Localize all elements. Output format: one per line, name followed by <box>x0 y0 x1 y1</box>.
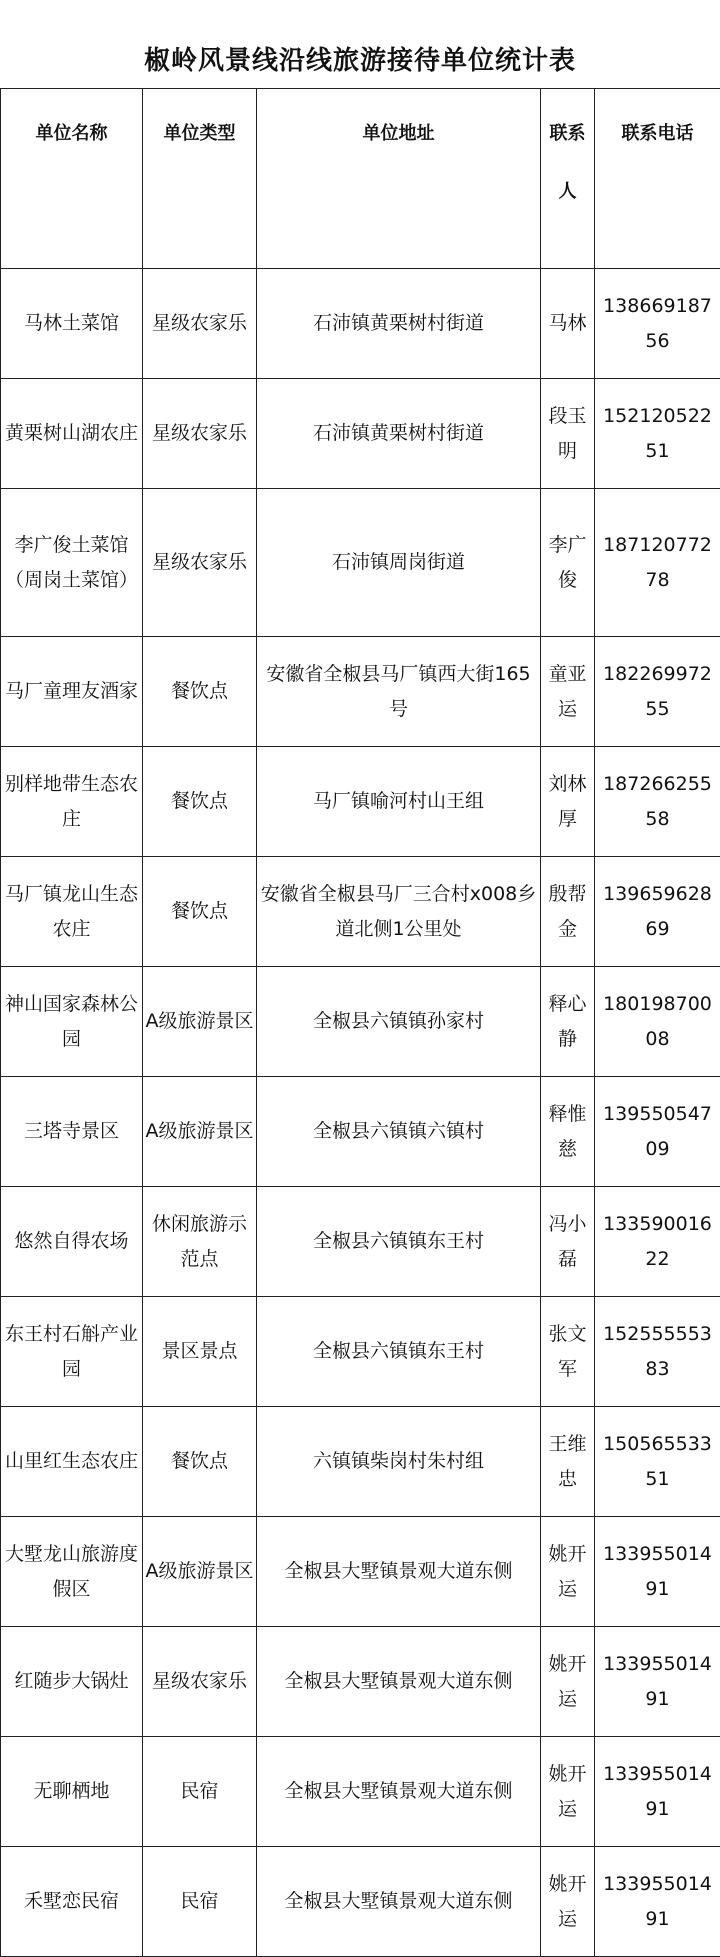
unit-address-cell: 石沛镇黄栗树村街道 <box>257 379 541 489</box>
header-unit-type: 单位类型 <box>143 89 257 269</box>
table-row <box>1 1517 720 1627</box>
unit-address-cell: 安徽省全椒县马厂镇西大街165号 <box>257 637 541 747</box>
contact-person-cell: 殷帮金 <box>541 857 595 967</box>
unit-type-cell: A级旅游景区 <box>143 967 257 1077</box>
unit-address-cell: 全椒县大墅镇景观大道东侧 <box>257 1847 541 1957</box>
contact-person-cell: 姚开运 <box>541 1627 595 1737</box>
contact-phone-cell: 133955014 91 <box>595 1627 720 1737</box>
unit-name-cell: 无聊栖地 <box>1 1737 143 1847</box>
unit-name-cell: 马厂童理友酒家 <box>1 637 143 747</box>
unit-address-cell: 全椒县六镇镇东王村 <box>257 1297 541 1407</box>
unit-type-cell: 星级农家乐 <box>143 379 257 489</box>
contact-phone-cell: 133955014 91 <box>595 1517 720 1627</box>
unit-name-cell: 东王村石斛产业园 <box>1 1297 143 1407</box>
header-unit-name: 单位名称 <box>1 89 143 269</box>
contact-phone-cell: 187120772 78 <box>595 489 720 637</box>
unit-address-cell: 安徽省全椒县马厂三合村x008乡道北侧1公里处 <box>257 857 541 967</box>
contact-person-cell: 王维忠 <box>541 1407 595 1517</box>
contact-phone-cell: 133955014 91 <box>595 1847 720 1957</box>
unit-address-cell: 全椒县六镇镇孙家村 <box>257 967 541 1077</box>
unit-address-cell: 全椒县六镇镇六镇村 <box>257 1077 541 1187</box>
unit-type-cell: 星级农家乐 <box>143 1627 257 1737</box>
unit-address-cell: 全椒县大墅镇景观大道东侧 <box>257 1627 541 1737</box>
contact-person-cell: 刘林厚 <box>541 747 595 857</box>
unit-address-cell: 石沛镇周岗街道 <box>257 489 541 637</box>
unit-name-cell: 别样地带生态农庄 <box>1 747 143 857</box>
table-header-row <box>1 89 720 269</box>
table-row <box>1 1737 720 1847</box>
table-row <box>1 747 720 857</box>
table-row <box>1 637 720 747</box>
contact-person-cell: 释惟慈 <box>541 1077 595 1187</box>
unit-name-cell: 马林土菜馆 <box>1 269 143 379</box>
unit-type-cell: 星级农家乐 <box>143 269 257 379</box>
contact-phone-cell: 133590016 22 <box>595 1187 720 1297</box>
unit-address-cell: 六镇镇柴岗村朱村组 <box>257 1407 541 1517</box>
table-row <box>1 379 720 489</box>
table-row <box>1 1187 720 1297</box>
unit-name-cell: 神山国家森林公园 <box>1 967 143 1077</box>
table-row <box>1 1847 720 1957</box>
unit-name-cell: 马厂镇龙山生态农庄 <box>1 857 143 967</box>
contact-phone-cell: 152120522 51 <box>595 379 720 489</box>
contact-phone-cell: 152555553 83 <box>595 1297 720 1407</box>
contact-person-cell: 冯小磊 <box>541 1187 595 1297</box>
table-row <box>1 857 720 967</box>
contact-phone-cell: 182269972 55 <box>595 637 720 747</box>
unit-type-cell: 民宿 <box>143 1737 257 1847</box>
unit-name-cell: 三塔寺景区 <box>1 1077 143 1187</box>
unit-type-cell: 星级农家乐 <box>143 489 257 637</box>
contact-phone-cell: 133955014 91 <box>595 1737 720 1847</box>
table-row <box>1 1627 720 1737</box>
unit-type-cell: A级旅游景区 <box>143 1517 257 1627</box>
table-row <box>1 1297 720 1407</box>
header-unit-address: 单位地址 <box>257 89 541 269</box>
unit-name-cell: 禾墅恋民宿 <box>1 1847 143 1957</box>
contact-person-cell: 马林 <box>541 269 595 379</box>
contact-phone-cell: 139659628 69 <box>595 857 720 967</box>
contact-person-cell: 姚开运 <box>541 1737 595 1847</box>
unit-address-cell: 全椒县大墅镇景观大道东侧 <box>257 1737 541 1847</box>
unit-type-cell: A级旅游景区 <box>143 1077 257 1187</box>
unit-type-cell: 餐饮点 <box>143 1407 257 1517</box>
unit-type-cell: 餐饮点 <box>143 747 257 857</box>
contact-person-cell: 姚开运 <box>541 1847 595 1957</box>
reception-units-table <box>0 88 720 1957</box>
header-contact-person: 联系人 <box>541 89 595 269</box>
contact-phone-cell: 187266255 58 <box>595 747 720 857</box>
contact-person-cell: 童亚运 <box>541 637 595 747</box>
contact-person-cell: 张文军 <box>541 1297 595 1407</box>
table-row <box>1 1077 720 1187</box>
unit-type-cell: 休闲旅游示范点 <box>143 1187 257 1297</box>
table-row <box>1 1407 720 1517</box>
contact-person-cell: 释心静 <box>541 967 595 1077</box>
unit-type-cell: 餐饮点 <box>143 857 257 967</box>
unit-address-cell: 全椒县六镇镇东王村 <box>257 1187 541 1297</box>
header-contact-phone: 联系电话 <box>595 89 720 269</box>
table-row <box>1 269 720 379</box>
table-row <box>1 967 720 1077</box>
unit-type-cell: 景区景点 <box>143 1297 257 1407</box>
table-row <box>1 489 720 637</box>
unit-address-cell: 石沛镇黄栗树村街道 <box>257 269 541 379</box>
unit-name-cell: 李广俊土菜馆（周岗土菜馆） <box>1 489 143 637</box>
contact-person-cell: 李广俊 <box>541 489 595 637</box>
table-body <box>1 269 720 1957</box>
page-title: 椒岭风景线沿线旅游接待单位统计表 <box>0 44 720 78</box>
unit-type-cell: 民宿 <box>143 1847 257 1957</box>
unit-name-cell: 悠然自得农场 <box>1 1187 143 1297</box>
unit-address-cell: 马厂镇喻河村山王组 <box>257 747 541 857</box>
unit-type-cell: 餐饮点 <box>143 637 257 747</box>
contact-phone-cell: 180198700 08 <box>595 967 720 1077</box>
unit-name-cell: 大墅龙山旅游度假区 <box>1 1517 143 1627</box>
contact-phone-cell: 139550547 09 <box>595 1077 720 1187</box>
unit-name-cell: 红随步大锅灶 <box>1 1627 143 1737</box>
unit-name-cell: 黄栗树山湖农庄 <box>1 379 143 489</box>
contact-phone-cell: 150565533 51 <box>595 1407 720 1517</box>
unit-name-cell: 山里红生态农庄 <box>1 1407 143 1517</box>
unit-address-cell: 全椒县大墅镇景观大道东侧 <box>257 1517 541 1627</box>
contact-person-cell: 姚开运 <box>541 1517 595 1627</box>
contact-phone-cell: 138669187 56 <box>595 269 720 379</box>
contact-person-cell: 段玉明 <box>541 379 595 489</box>
